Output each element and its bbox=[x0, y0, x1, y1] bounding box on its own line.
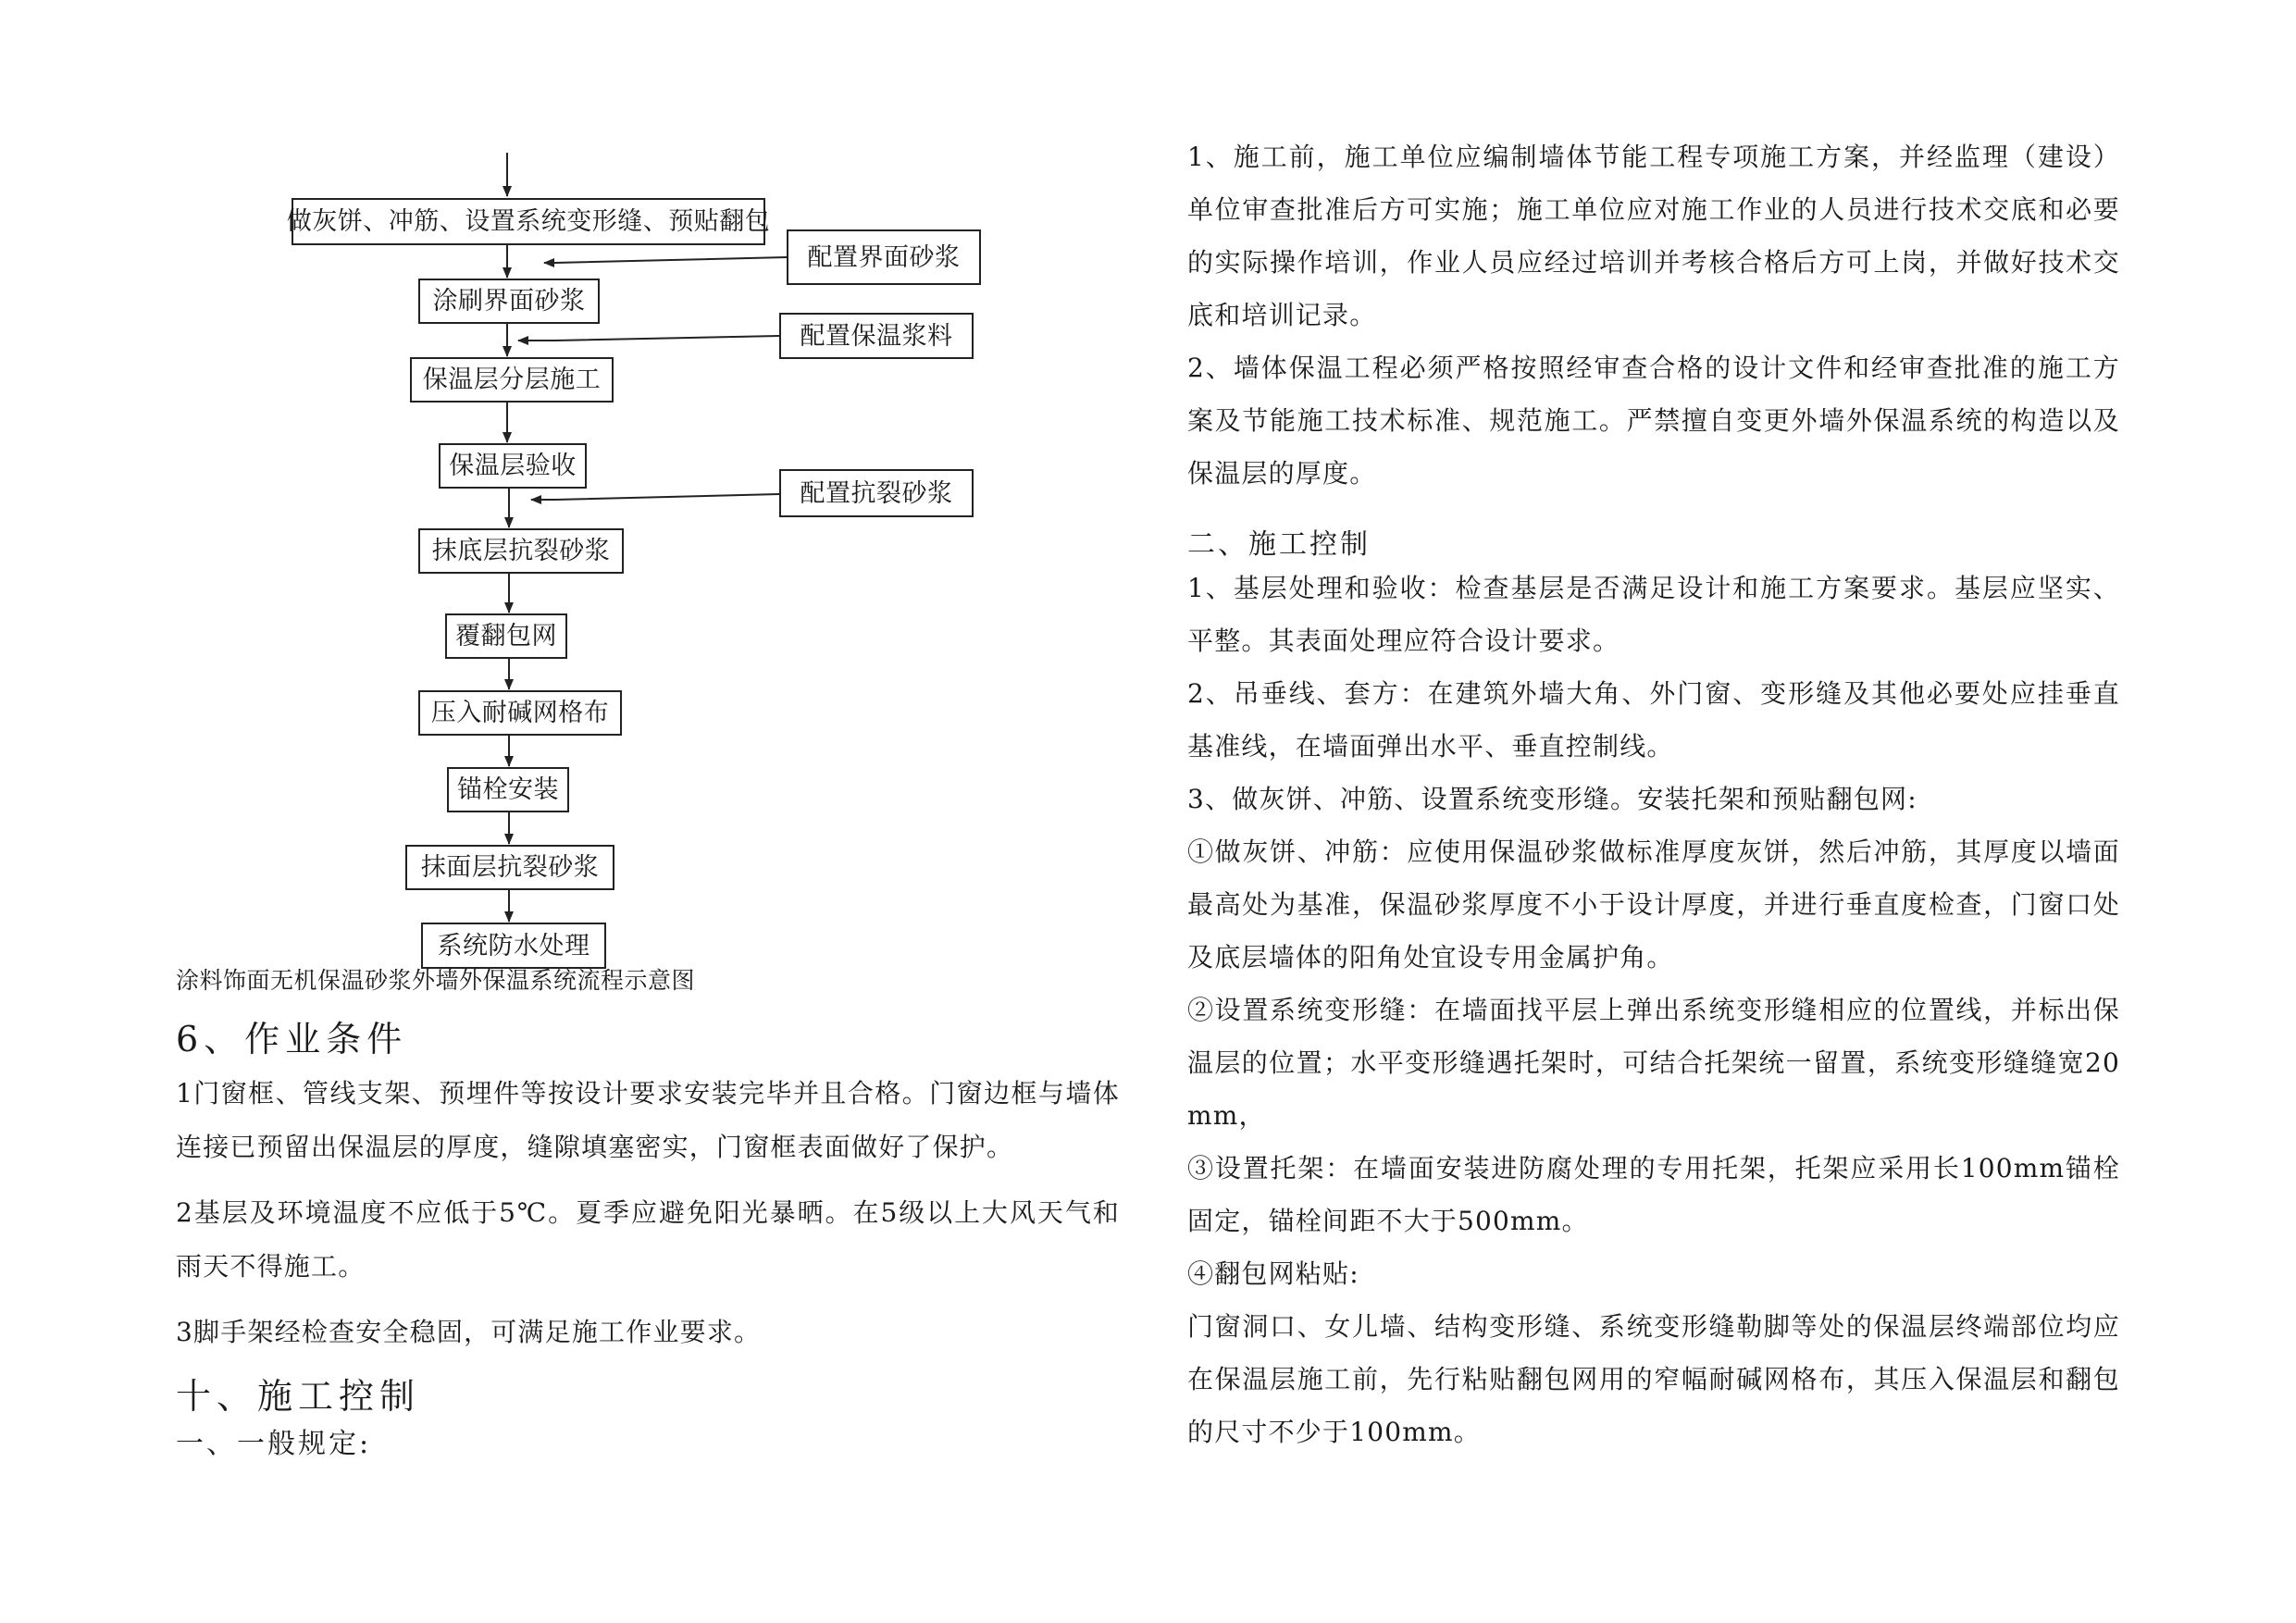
flow-step-3: 保温层分层施工 bbox=[410, 357, 614, 403]
side-arrow-1 bbox=[544, 257, 787, 263]
section6-item-1: 1门窗框、管线支架、预埋件等按设计要求安装完毕并且合格。门窗边框与墙体连接已预留出保温层的厚度，缝隙填塞密实，门窗框表面做好了保护。 bbox=[176, 1078, 1120, 1162]
control-subitem-2: ②设置系统变形缝：在墙面找平层上弹出系统变形缝相应的位置线，并标出保温层的位置；水平变形缝遇托架时，可结合托架统一留置，系统变形缝缝宽20mm， bbox=[1187, 995, 2120, 1131]
control-subitem-1: ①做灰饼、冲筋：应使用保温砂浆做标准厚度灰饼，然后冲筋，其厚度以墙面最高处为基准，保温砂浆厚度不小于设计厚度，并进行垂直度检查，门窗口处及底层墙体的阳角处宜设专用金属护角。 bbox=[1187, 836, 2120, 973]
side-arrow-2 bbox=[518, 336, 779, 341]
general-rules-heading: 一、一般规定: bbox=[176, 1428, 372, 1460]
section6-item-2: 2基层及环境温度不应低于5℃。夏季应避免阳光暴晒。在5级以上大风天气和雨天不得施工。 bbox=[176, 1197, 1120, 1282]
flow-step-7: 压入耐碱网格布 bbox=[418, 690, 622, 736]
control-subitem-4: ④翻包网粘贴: bbox=[1187, 1258, 1359, 1289]
flow-step-9: 抹面层抗裂砂浆 bbox=[405, 845, 614, 890]
rule-paragraph-1: 1、施工前，施工单位应编制墙体节能工程专项施工方案，并经监理（建设）单位审查批准后方可实施；施工单位应对施工作业的人员进行技术交底和必要的实际操作培训，作业人员应经过培训并考核合格后方可上岗，并做好技术交底和培训记录。 bbox=[1187, 142, 2120, 330]
side-input-2: 配置保温浆料 bbox=[779, 313, 974, 359]
flow-step-5: 抹底层抗裂砂浆 bbox=[418, 528, 624, 574]
rule-paragraph-2: 2、墙体保温工程必须严格按照经审查合格的设计文件和经审查批准的施工方案及节能施工技术标准、规范施工。严禁擅自变更外墙外保温系统的构造以及保温层的厚度。 bbox=[1187, 353, 2120, 489]
flowchart-caption: 涂料饰面无机保温砂浆外墙外保温系统流程示意图 bbox=[176, 967, 696, 994]
control-paragraph-3: 3、做灰饼、冲筋、设置系统变形缝。安装托架和预贴翻包网: bbox=[1187, 784, 1917, 814]
flow-step-4: 保温层验收 bbox=[439, 443, 587, 489]
flow-step-10: 系统防水处理 bbox=[421, 923, 606, 969]
control-paragraph-2: 2、吊垂线、套方：在建筑外墙大角、外门窗、变形缝及其他必要处应挂垂直基准线，在墙面弹出水平、垂直控制线。 bbox=[1187, 678, 2120, 762]
control-subitem-4-body: 门窗洞口、女儿墙、结构变形缝、系统变形缝勒脚等处的保温层终端部位均应在保温层施工前，先行粘贴翻包网用的窄幅耐碱网格布，其压入保温层和翻包的尺寸不少于100mm。 bbox=[1187, 1311, 2120, 1447]
flow-step-1: 做灰饼、冲筋、设置系统变形缝、预贴翻包 bbox=[292, 198, 765, 245]
construction-control-heading: 二、施工控制 bbox=[1187, 528, 1371, 561]
control-paragraph-1: 1、基层处理和验收：检查基层是否满足设计和施工方案要求。基层应坚实、平整。其表面处理应符合设计要求。 bbox=[1187, 573, 2120, 656]
flow-step-2: 涂刷界面砂浆 bbox=[418, 279, 600, 324]
flow-step-8: 锚栓安装 bbox=[447, 767, 569, 812]
section6-heading: 6、作业条件 bbox=[176, 1019, 408, 1059]
section10-heading: 十、施工控制 bbox=[176, 1376, 421, 1417]
side-input-1: 配置界面砂浆 bbox=[787, 229, 981, 285]
side-arrow-3 bbox=[531, 494, 779, 500]
flow-step-6: 覆翻包网 bbox=[445, 613, 567, 659]
side-input-3: 配置抗裂砂浆 bbox=[779, 469, 974, 517]
control-subitem-3: ③设置托架：在墙面安装进防腐处理的专用托架，托架应采用长100mm锚栓固定，锚栓间距不大于500mm。 bbox=[1187, 1153, 2120, 1236]
section6-item-3: 3脚手架经检查安全稳固，可满足施工作业要求。 bbox=[176, 1317, 762, 1347]
process-flowchart bbox=[0, 0, 1148, 999]
